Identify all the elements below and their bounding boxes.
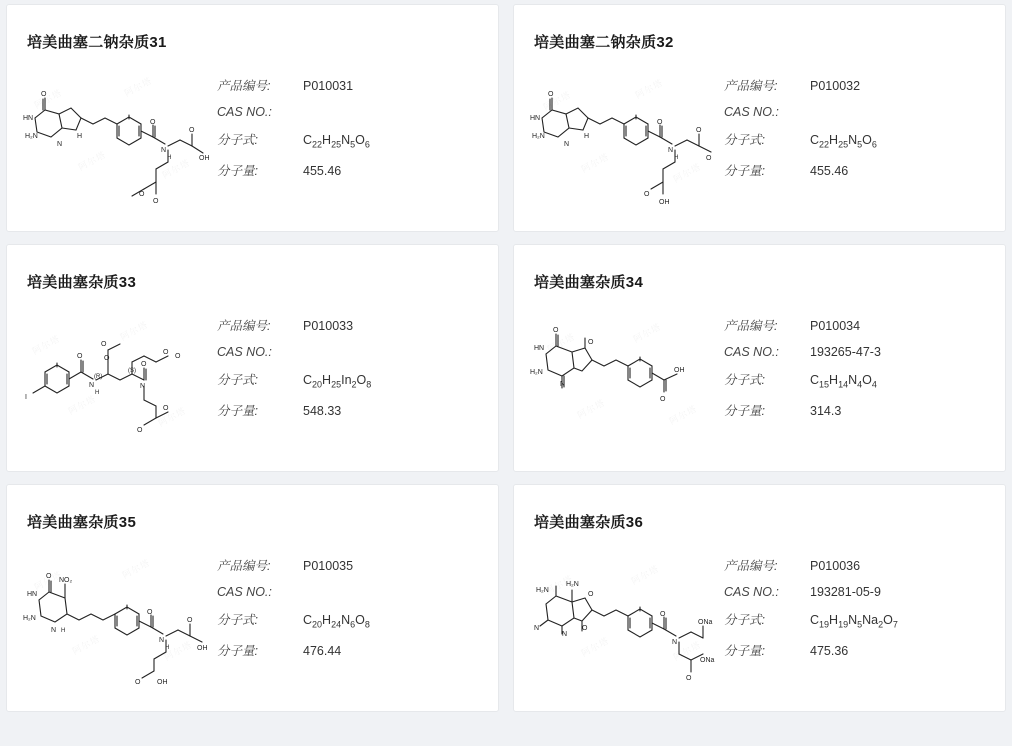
svg-text:O: O <box>77 353 83 360</box>
property-row-formula <box>724 130 1005 150</box>
property-row-mw <box>217 161 498 179</box>
svg-text:I: I <box>25 394 27 401</box>
property-row-mw <box>724 161 1005 179</box>
property-value: P010034 <box>810 319 861 333</box>
svg-text:O: O <box>46 573 52 580</box>
svg-text:H₂N: H₂N <box>566 581 579 588</box>
svg-text:OH: OH <box>199 155 210 162</box>
property-row-cas-no <box>217 585 498 599</box>
chemical-structure-image <box>522 298 718 458</box>
svg-text:O: O <box>696 127 702 134</box>
chemical-structure-image <box>522 538 718 698</box>
svg-text:H₂N: H₂N <box>532 133 545 140</box>
chemical-structure-image <box>15 298 211 458</box>
svg-text:OH: OH <box>659 199 670 206</box>
property-label: CAS NO.: <box>217 585 272 599</box>
property-row-formula <box>217 370 498 390</box>
property-row-cas-no <box>724 345 1005 359</box>
molecular-formula: $C_{15}H_{14}N_4O_4$ <box>810 373 877 390</box>
svg-text:N: N <box>668 147 674 154</box>
svg-text:O: O <box>141 361 147 368</box>
property-value: P010032 <box>810 79 861 93</box>
svg-text:N: N <box>161 147 167 154</box>
property-row-cas-no <box>217 345 498 359</box>
svg-text:H: H <box>77 133 83 140</box>
product-title: 培美曲塞杂质36 <box>534 514 644 531</box>
svg-text:OH: OH <box>157 679 168 686</box>
property-row-product-no <box>217 316 498 334</box>
svg-text:N: N <box>51 627 57 634</box>
product-card[interactable] <box>6 484 499 712</box>
svg-text:O: O <box>588 591 594 598</box>
property-value: 548.33 <box>303 403 342 418</box>
svg-text:H: H <box>674 155 679 161</box>
property-label: 分子式: <box>217 133 258 147</box>
property-row-formula <box>724 370 1005 390</box>
svg-text:H: H <box>584 133 590 140</box>
property-row-mw <box>724 641 1005 659</box>
svg-text:H₂N: H₂N <box>23 615 36 622</box>
svg-text:O: O <box>187 617 193 624</box>
property-row-formula <box>217 130 498 150</box>
property-row-cas-no <box>724 585 1005 599</box>
product-title: 培美曲塞二钠杂质32 <box>534 34 674 51</box>
svg-text:O: O <box>101 341 107 348</box>
svg-text:ONa: ONa <box>700 657 715 664</box>
property-label: CAS NO.: <box>217 345 272 359</box>
property-value: 475.36 <box>810 643 849 658</box>
svg-text:NO₂: NO₂ <box>59 577 73 584</box>
property-label: 分子式: <box>217 613 258 627</box>
property-label: 分子式: <box>724 373 765 387</box>
svg-text:N: N <box>562 631 568 638</box>
property-row-mw <box>217 401 498 419</box>
svg-text:O: O <box>139 191 145 198</box>
property-value: 455.46 <box>303 163 342 178</box>
property-list <box>718 298 1005 430</box>
property-list <box>718 58 1005 190</box>
property-label: 分子量: <box>217 403 258 418</box>
card-body <box>514 52 1005 220</box>
product-card[interactable] <box>513 484 1006 712</box>
svg-text:O: O <box>588 339 594 346</box>
product-title: 培美曲塞二钠杂质31 <box>27 34 167 51</box>
svg-text:O: O <box>660 396 666 403</box>
property-label: CAS NO.: <box>724 345 779 359</box>
product-card[interactable] <box>6 244 499 472</box>
svg-text:H: H <box>167 155 172 161</box>
property-label: 分子式: <box>724 133 765 147</box>
svg-text:OH: OH <box>674 367 685 374</box>
property-value: P010033 <box>303 319 354 333</box>
svg-text:O: O <box>135 679 141 686</box>
property-list <box>718 538 1005 670</box>
property-value: 476.44 <box>303 643 342 658</box>
product-title: 培美曲塞杂质33 <box>27 274 137 291</box>
property-row-cas-no <box>724 105 1005 119</box>
svg-text:(R): (R) <box>94 374 103 380</box>
svg-text:H₂N: H₂N <box>25 133 38 140</box>
molecular-formula: $C_{22}H_{25}N_5O_6$ <box>810 133 877 150</box>
svg-text:N: N <box>564 141 570 148</box>
property-list <box>211 298 498 430</box>
svg-text:O: O <box>644 191 650 198</box>
svg-text:N: N <box>159 637 165 644</box>
svg-text:OH: OH <box>197 645 208 652</box>
property-label: 分子量: <box>217 163 258 178</box>
chemical-structure-image <box>15 58 211 218</box>
property-row-mw <box>217 641 498 659</box>
property-list <box>211 538 498 670</box>
property-label: CAS NO.: <box>217 105 272 119</box>
svg-text:O: O <box>660 611 666 618</box>
svg-text:O: O <box>582 625 588 632</box>
property-value: 193281-05-9 <box>810 585 881 599</box>
property-label: 产品编号: <box>217 559 271 573</box>
property-list <box>211 58 498 190</box>
molecular-formula: $C_{19}H_{19}N_5Na_2O_7$ <box>810 613 898 630</box>
svg-text:O: O <box>548 91 554 98</box>
svg-text:HN: HN <box>23 115 34 122</box>
chemical-structure-image <box>522 58 718 218</box>
property-label: 产品编号: <box>724 559 778 573</box>
svg-text:O: O <box>657 119 663 126</box>
svg-text:O: O <box>153 198 159 205</box>
property-row-formula <box>724 610 1005 630</box>
molecular-formula: $C_{20}H_{24}N_6O_8$ <box>303 613 370 630</box>
product-title: 培美曲塞杂质34 <box>534 274 644 291</box>
property-row-product-no <box>217 76 498 94</box>
product-card[interactable] <box>513 244 1006 472</box>
product-title: 培美曲塞杂质35 <box>27 514 137 531</box>
svg-text:N: N <box>560 381 566 388</box>
svg-text:O: O <box>163 405 169 412</box>
svg-text:HN: HN <box>27 591 38 598</box>
property-value: P010036 <box>810 559 861 573</box>
svg-text:O: O <box>175 353 181 360</box>
card-body <box>514 532 1005 700</box>
chemical-structure-image <box>15 538 211 698</box>
molecular-formula: $C_{20}H_{25}In_2O_8$ <box>303 373 372 390</box>
svg-text:O: O <box>137 427 143 434</box>
svg-text:O: O <box>189 127 195 134</box>
property-label: 产品编号: <box>217 319 271 333</box>
property-label: 分子量: <box>724 643 765 658</box>
svg-text:H: H <box>61 628 66 634</box>
product-card[interactable] <box>513 4 1006 232</box>
svg-text:N: N <box>140 383 146 390</box>
card-body <box>7 292 498 460</box>
svg-text:O: O <box>553 327 559 334</box>
svg-text:(S): (S) <box>128 368 136 374</box>
property-label: 分子量: <box>724 403 765 418</box>
svg-text:O: O <box>150 119 156 126</box>
svg-text:N: N <box>89 382 95 389</box>
svg-text:H₂N: H₂N <box>536 587 549 594</box>
property-label: 分子量: <box>724 163 765 178</box>
property-label: 产品编号: <box>724 79 778 93</box>
svg-text:H: H <box>165 645 170 651</box>
property-value: P010031 <box>303 79 354 93</box>
property-label: 产品编号: <box>724 319 778 333</box>
svg-text:O: O <box>147 609 153 616</box>
property-row-cas-no <box>217 105 498 119</box>
svg-text:N: N <box>57 141 63 148</box>
svg-text:HN: HN <box>530 115 541 122</box>
svg-text:O: O <box>706 155 712 162</box>
property-value: 455.46 <box>810 163 849 178</box>
property-label: CAS NO.: <box>724 105 779 119</box>
svg-text:H: H <box>95 390 100 396</box>
product-card[interactable] <box>6 4 499 232</box>
molecular-formula: $C_{22}H_{25}N_5O_6$ <box>303 133 370 150</box>
svg-text:O: O <box>686 675 692 682</box>
svg-text:O: O <box>41 91 47 98</box>
property-value: 314.3 <box>810 403 842 418</box>
property-row-formula <box>217 610 498 630</box>
svg-text:ONa: ONa <box>698 619 713 626</box>
svg-text:O: O <box>163 349 169 356</box>
property-label: 产品编号: <box>217 79 271 93</box>
property-label: 分子式: <box>217 373 258 387</box>
card-body <box>7 52 498 220</box>
svg-text:N: N <box>534 625 540 632</box>
property-row-product-no <box>724 556 1005 574</box>
property-label: 分子量: <box>217 643 258 658</box>
property-row-product-no <box>724 316 1005 334</box>
property-value: 193265-47-3 <box>810 345 881 359</box>
property-row-product-no <box>724 76 1005 94</box>
property-row-product-no <box>217 556 498 574</box>
property-value: P010035 <box>303 559 354 573</box>
card-body <box>7 532 498 700</box>
card-body <box>514 292 1005 460</box>
svg-text:N: N <box>672 639 678 646</box>
property-row-mw <box>724 401 1005 419</box>
property-label: 分子式: <box>724 613 765 627</box>
svg-text:H₂N: H₂N <box>530 369 543 376</box>
svg-text:O: O <box>104 355 110 362</box>
svg-text:HN: HN <box>534 345 545 352</box>
property-label: CAS NO.: <box>724 585 779 599</box>
